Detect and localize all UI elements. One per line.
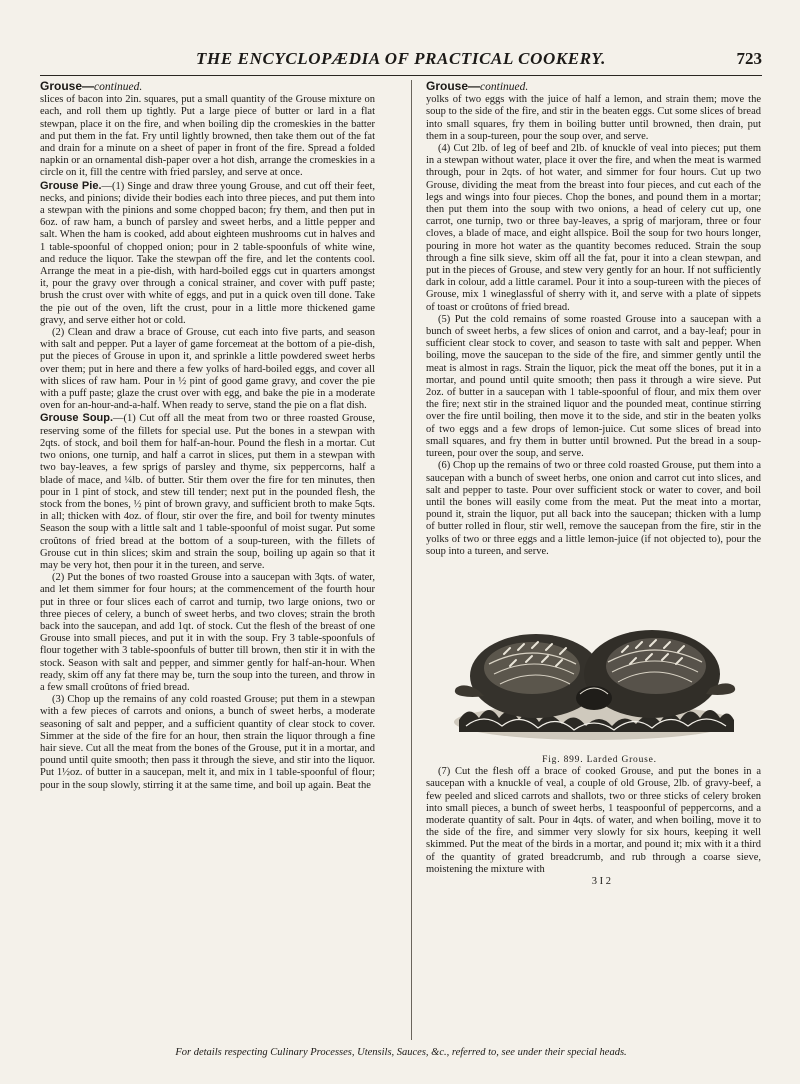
grouse-soup-1: Grouse Soup.—(1) Cut off all the meat from two or three roasted Grouse, reserving some of the fillets for special use. Put the bones in a stewpan with 2qts. of stock, and boil them for half-an-hour. Pound the flesh in a mortar. Cut two onions, one turnip, and half a carrot in slices, put them in a stewpan with two bay-leaves, a few sprigs of parsley and thyme, six peppercorns, half a blade of mace, and ¼lb. of butter. Stir them over the fire for ten minutes, then pour in 1 pint of stock, and stew till tender; next put in the pounded flesh, the stock from the bones, ½ pint of brown gravy, and sufficient broth to make 5qts. in all; thicken with 4oz. of flour, stir over the fire, and boil for twenty minutes Season the soup with a little salt and 1 table-spoonful of moist sugar. Put some croûtons of fried bread at the bottom of a soup-tureen, with the fillets of Grouse cut in thin slices; skim and strain the soup, boiling up again so that it may be very hot, then pour it in the tureen, and serve. bbox=[40, 412, 375, 571]
page-signature: 3 I 2 bbox=[591, 875, 611, 887]
page-number: 723 bbox=[736, 49, 762, 68]
page-footer: For details respecting Culinary Processes, Utensils, Sauces, &c., referred to, see under their special heads. bbox=[175, 1047, 627, 1058]
header-rule bbox=[40, 75, 762, 76]
grouse-pie-1: Grouse Pie.—(1) Singe and draw three young Grouse, and cut off their feet, necks, and pinions; divide their bodies each into three pieces, and put them into a stewpan with the pinions and some chopped bacon; fry them, and then put in 6oz. of raw ham, a bunch of parsley and sweet herbs, and a little pepper and salt. When the ham is cooked, add about eighteen mushrooms cut in halves and 1 table-spoonful of chopped onion; pour in 2 table-spoonfuls of white wine, and reduce the liquor. Take the stewpan off the fire, and let the contents cool. Arrange the meat in a pie-dish, with hard-boiled eggs cut in quarters amongst it, pour the gravy over through a conical strainer, and cover with puff paste; brush the crust over with white of eggs, and put in a quick oven till done. Take the pie out of the oven, lift the crust, pour in a little more thickened game gravy, and serve either hot or cold. bbox=[40, 179, 375, 326]
column-divider bbox=[411, 80, 412, 1040]
grouse-soup-6: (6) Chop up the remains of two or three cold roasted Grouse, put them into a saucepan with a bunch of sweet herbs, one onion and carrot cut into slices, and salt and pepper to taste. Pour over sufficient stock or water to cover, and boil until the bones will easily come from the meat. Put the meat into a mortar, pound it, strain the liquor, put all back into the saucepan; thicken with a lump of butter rolled in flour, stir well, remove the saucepan from the fire, stir in the yolks of two or three eggs and a little lemon-juice (if not objected to), pour the soup into a tureen, and serve. bbox=[426, 460, 761, 557]
grouse-soup-3-continued: yolks of two eggs with the juice of half a lemon, and strain them; move the soup to the side of the fire, and stir in the beaten eggs. Cut some slices of bread into small squares, fry them in boiling butter until browned, then drain, put them in a soup-tureen, pour the soup over, and serve. bbox=[426, 94, 761, 142]
running-head-left: Grouse—continued. bbox=[40, 79, 143, 93]
left-column bbox=[40, 80, 375, 792]
grouse-soup-2: (2) Put the bones of two roasted Grouse into a saucepan with 3qts. of water, and let them simmer for four hours; at the commencement of the fourth hour put in three or four slices each of carrot and turnip, two large onions, two or three pieces of celery, a bunch of sweet herbs, and two cloves; strain the broth back into the saucepan, and add 1qt. of stock. Cut the flesh of the breast of one Grouse into small pieces, and put it in with the soup. Fry 3 table-spoonfuls of flour together with 3 table-spoonfuls of butter till brown, then stir it in with the stock. Season with salt and pepper, and simmer gently for half-an-hour. When ready, skim off any fat there may be, turn the soup into the tureen, and throw in a few small croûtons of fried bread. bbox=[40, 572, 375, 693]
paragraph-cromeskies-end: slices of bacon into 2in. squares, put a small quantity of the Grouse mixture on each, and roll them up tightly. Put a large piece of butter or lard in a flat stewpan, place it on the fire, and when boiling dip the cromeskies in the batter and put them in the fat. Fry until lightly browned, then take them out of the fat and drain for a minute on a sheet of paper in front of the fire. Spread a folded napkin or an ornamental dish-paper over a hot dish, arrange the cromeskies in a circle on it, fill the centre with fried parsley, and serve at once. bbox=[40, 94, 375, 179]
entry-heading-grouse-pie: Grouse Pie. bbox=[40, 179, 102, 192]
larded-grouse-engraving bbox=[444, 572, 744, 750]
right-column bbox=[426, 80, 761, 888]
grouse-soup-7: (7) Cut the flesh off a brace of cooked Grouse, and put the bones in a saucepan with a knuckle of veal, a couple of old Grouse, 2lb. of gravy-beef, a few peeled and sliced carrots and shallots, two or three sticks of celery broken into small pieces, a bunch of sweet herbs, 1 teaspoonful of peppercorns, and a moderate quantity of salt. Pour in 4qts. of water, and when boiling, move it to the side of the fire, and simmer very slowly for six hours, keeping it well skimmed. Put the meat of the birds in a mortar, and pound it; mix with it a third of the quantity of grated breadcrumb, and rub through a coarse sieve, moistening the mixture with bbox=[426, 766, 761, 875]
larded-grouse-illustration bbox=[426, 572, 761, 750]
running-head-right: Grouse—continued. bbox=[426, 79, 529, 93]
grouse-soup-5: (5) Put the cold remains of some roasted Grouse into a saucepan with a bunch of sweet herbs, a few slices of onion and carrot, and a bay-leaf; pour in sufficient clear stock to cover, and season to taste with salt and pepper. When boiling, move the saucepan to the side of the fire, and simmer gently until the meat is almost in rags. Strain the liquor, pick the meat off the bones, put it in a mortar, and pound until quite smooth; then pass it through a wire sieve. Put 2oz. of butter in a saucepan with 1 table-spoonful of flour, and mix them over the fire; next stir in the strained liquor and the pounded meat, continue stirring over the fire until boiling, then move it to the side, and stir in the beaten yolks of two eggs and a few drops of lemon-juice. Cut some slices of bread into small squares, and fry them in butter until browned. Put the bread in a soup-tureen, pour over the soup, and serve. bbox=[426, 313, 761, 460]
grouse-soup-4: (4) Cut 2lb. of leg of beef and 2lb. of knuckle of veal into pieces; put them in a stewpan without water, place it over the fire, and when the meat is warmed through, pour in 2qts. of hot water, and simmer for four hours. Cut up two Grouse, dividing the meat from the breast into four pieces, and cut each of the legs and wings into four pieces. Chop the bones, and pound them in a mortar; then put them into the soup with two onions, a head of celery cut up, one carrot, one turnip, two or three bay-leaves, a sprig of marjoram, three or four cloves, a blade of mace, and eight allspice. Boil the soup for two hours longer, pouring in more hot water as the quantity becomes reduced. Strain the soup through a fine silk sieve, skim off all the fat, pour it into a clean stewpan, and put in the pieces of Grouse, and stew very gently for an hour. If not sufficiently dark in colour, add a little caramel. Pour it into a soup-tureen with the pieces of Grouse, mix 1 wineglassful of sherry with it, and serve with a plate of sippets of toast or croûtons of fried bread. bbox=[426, 143, 761, 313]
entry-heading-grouse-soup: Grouse Soup. bbox=[40, 412, 114, 425]
grouse-soup-3: (3) Chop up the remains of any cold roasted Grouse; put them in a stewpan with a few pieces of carrots and onions, a bunch of sweet herbs, a moderate seasoning of salt and pepper, and a sufficient quantity of clear stock to cover. Simmer at the side of the fire for an hour, then strain the liquor through a fine hair sieve. Cut all the meat from the bones of the Grouse, put it in a mortar, and pound until quite smooth; then pass it through the sieve, and stir into the liquor. Put 1½oz. of butter in a saucepan, melt it, and mix in 1 table-spoonful of flour; pour in the soup slowly, stirring it at the same time, and boil up again. Beat the bbox=[40, 694, 375, 791]
book-title: THE ENCYCLOPÆDIA OF PRACTICAL COOKERY. bbox=[196, 49, 606, 68]
figure-caption: Fig. 899. Larded Grouse. bbox=[542, 754, 657, 765]
grouse-pie-2: (2) Clean and draw a brace of Grouse, cut each into five parts, and season with salt and pepper. Put a layer of game forcemeat at the bottom of a pie-dish, put the pieces of Grouse in upon it, and sprinkle a little powdered sweet herbs over them; put in here and there a few yolks of hard-boiled eggs, and cover all with slices of raw ham. Pour in ½ pint of good game gravy, and cover the pie with a puff paste; glaze the crust over with egg, and bake the pie in a moderate oven for an-hour-and-a-half. When ready to serve, stand the pie on a flat dish. bbox=[40, 327, 375, 412]
page-header bbox=[40, 49, 762, 71]
